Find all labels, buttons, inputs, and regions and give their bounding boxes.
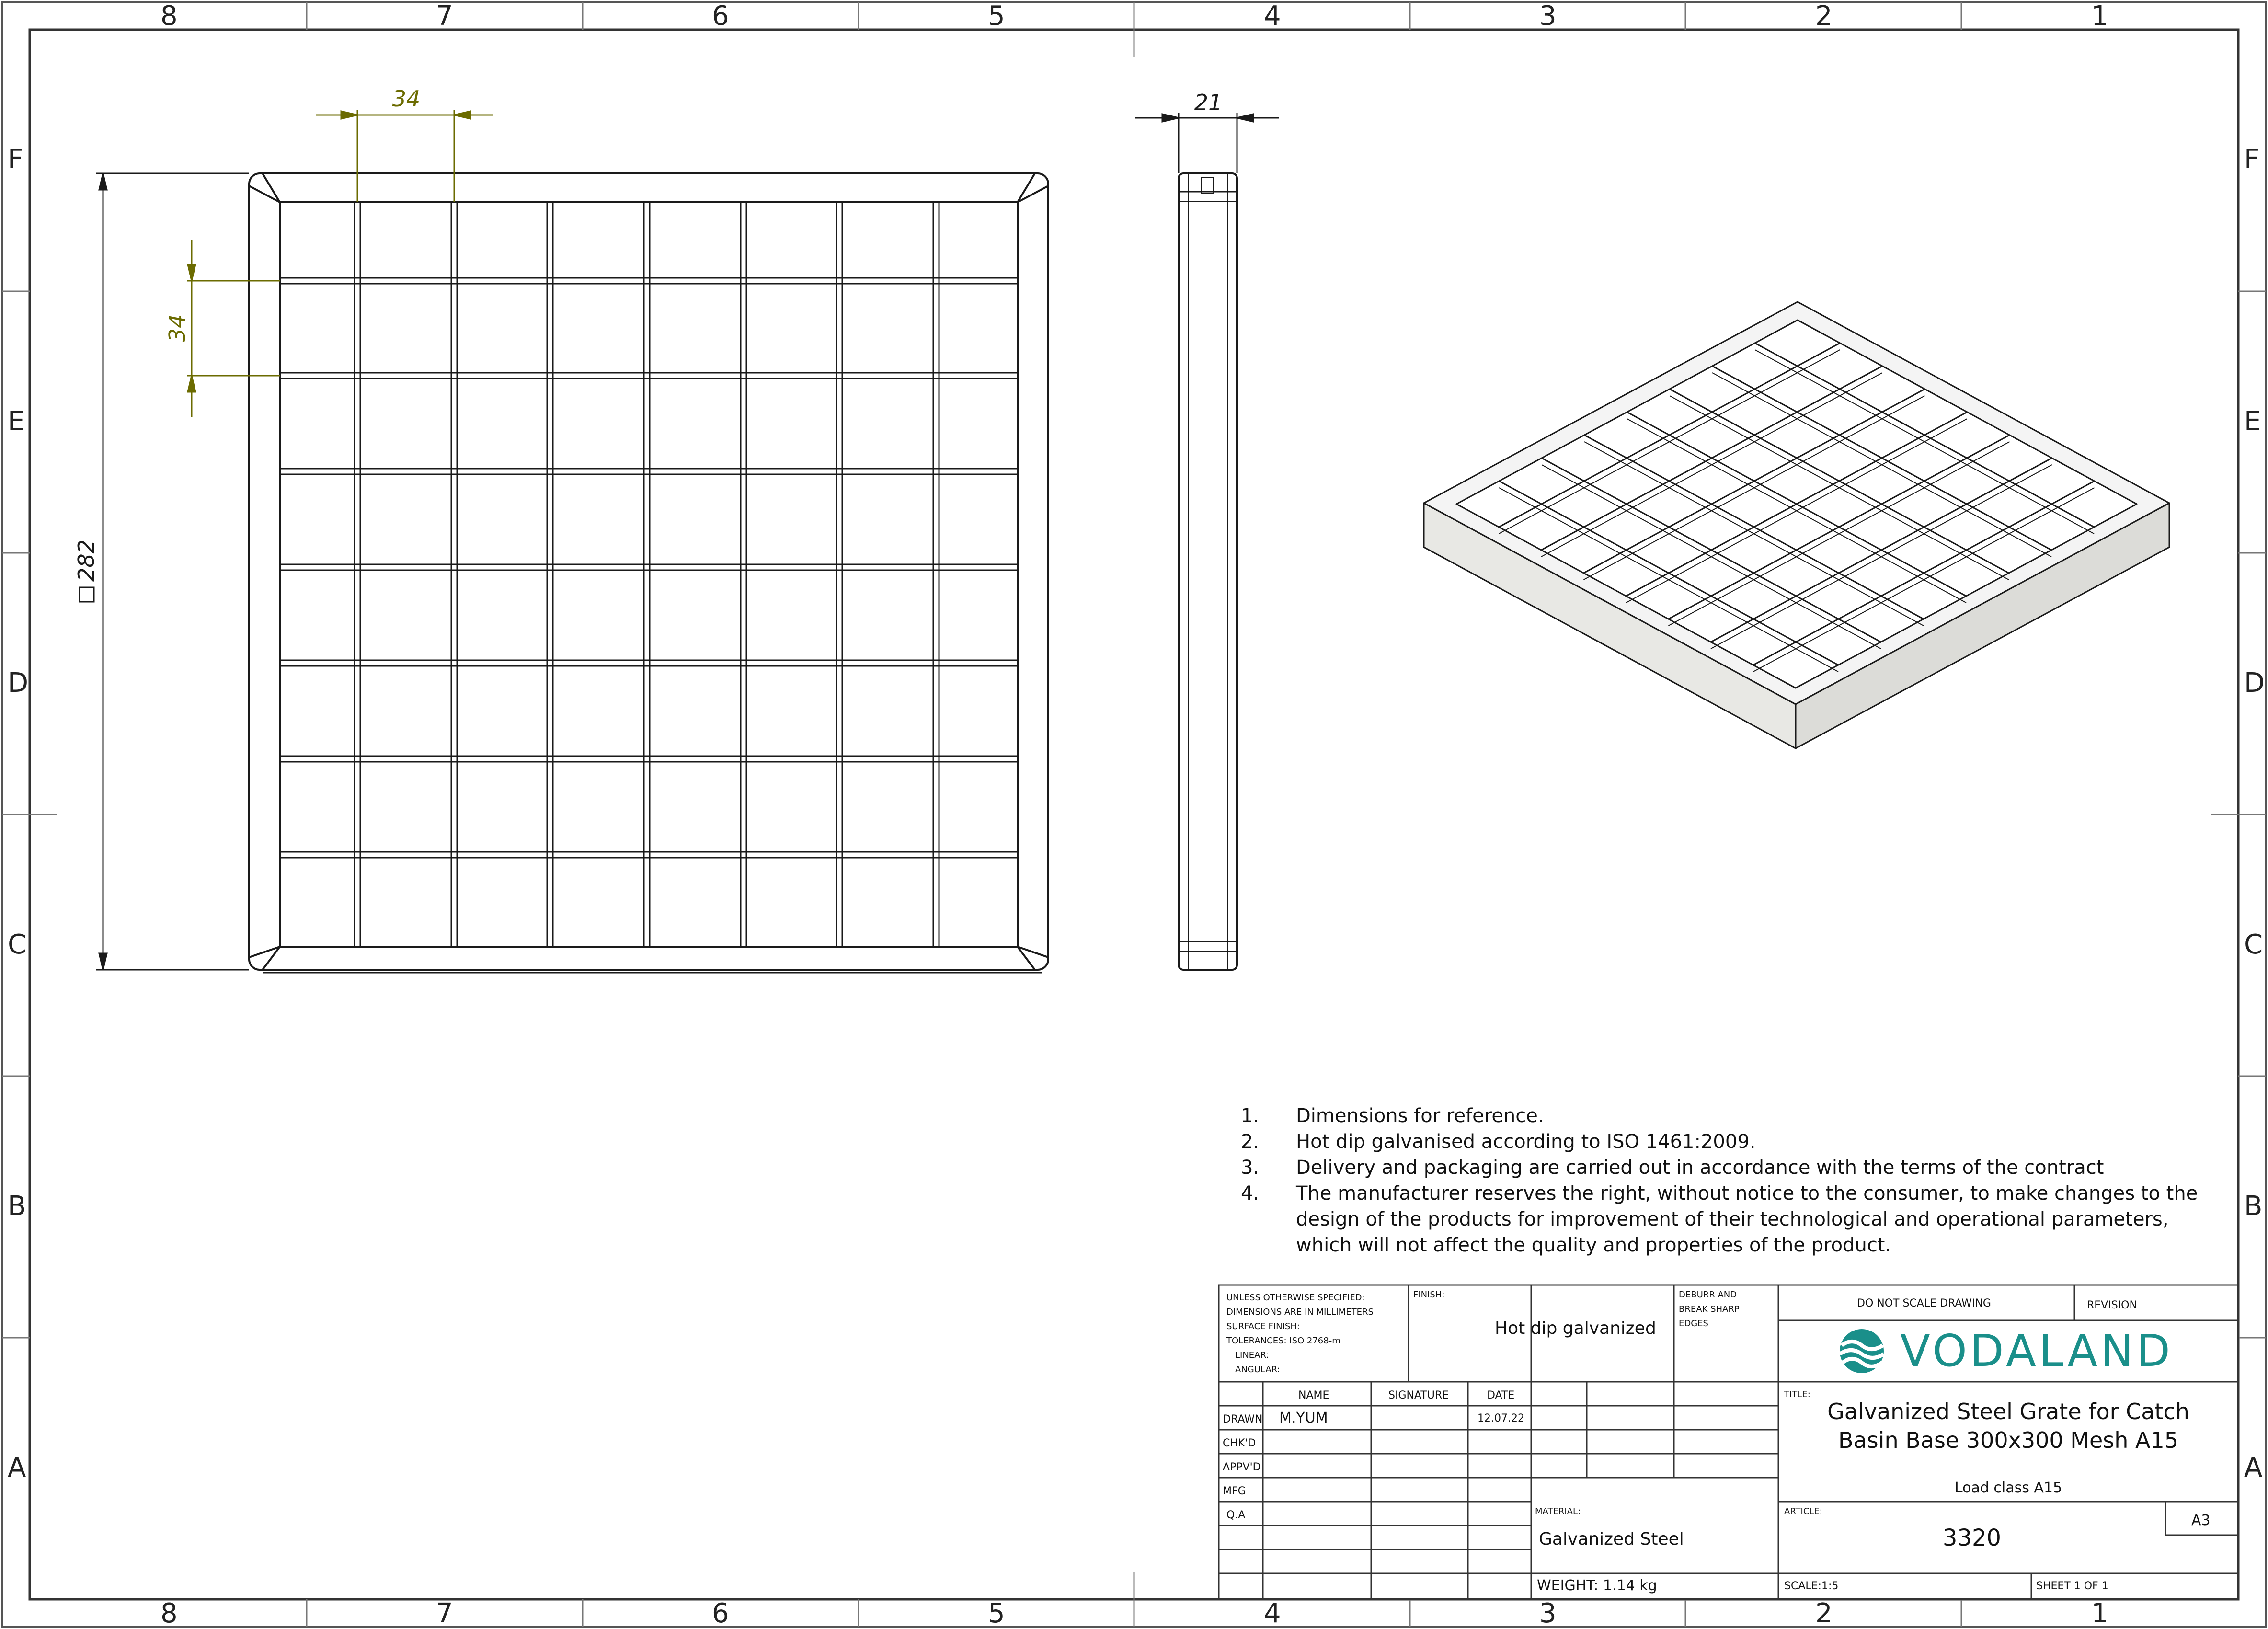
finish-value: Hot dip galvanized	[1495, 1319, 1656, 1338]
zone-col-2-bottom: 2	[1815, 1598, 1833, 1629]
article-value: 3320	[1942, 1525, 2002, 1551]
material-value: Galvanized Steel	[1539, 1529, 1684, 1549]
load-class: Load class A15	[1954, 1480, 2062, 1496]
row-approved: APPV'D	[1223, 1461, 1261, 1473]
zone-col-4-bottom: 4	[1264, 1598, 1281, 1629]
sheet-number: SHEET 1 OF 1	[2036, 1580, 2108, 1592]
zone-col-6-bottom: 6	[712, 1598, 729, 1629]
vodaland-logo-icon	[1835, 1327, 1892, 1375]
zone-col-7-top: 7	[436, 0, 453, 32]
row-checked: CHK'D	[1223, 1437, 1256, 1449]
scale: SCALE:1:5	[1784, 1580, 1839, 1592]
zone-row-c-left: C	[8, 929, 27, 960]
drawing-title: Galvanized Steel Grate for Catch Basin Base 300x300 Mesh A15	[1827, 1399, 2189, 1453]
deburr-note: DEBURR AND BREAK SHARP EDGES	[1679, 1290, 1740, 1329]
note-item: 2. Hot dip galvanised according to ISO 1461:2009.	[1241, 1131, 1756, 1153]
dim-overall: 282	[73, 539, 99, 582]
zone-row-d-left: D	[8, 667, 29, 699]
col-name: NAME	[1298, 1389, 1329, 1401]
zone-col-2-top: 2	[1815, 0, 1833, 32]
zone-row-d-right: D	[2244, 667, 2265, 699]
row-qa: Q.A	[1226, 1509, 1246, 1521]
zone-col-5-top: 5	[988, 0, 1005, 32]
article-label: ARTICLE:	[1784, 1506, 1822, 1516]
revision-label: REVISION	[2087, 1299, 2137, 1311]
drawn-name: M.YUM	[1279, 1410, 1328, 1426]
finish-label: FINISH:	[1413, 1290, 1445, 1300]
zone-row-e-right: E	[2244, 406, 2261, 437]
note-item: 1. Dimensions for reference.	[1241, 1105, 1544, 1127]
zone-col-3-top: 3	[1539, 0, 1557, 32]
zone-col-8-top: 8	[160, 0, 178, 32]
title-label: TITLE:	[1784, 1389, 1810, 1400]
material-label: MATERIAL:	[1535, 1506, 1581, 1516]
zone-col-3-bottom: 3	[1539, 1598, 1557, 1629]
drawn-date: 12.07.22	[1478, 1412, 1524, 1424]
zone-col-7-bottom: 7	[436, 1598, 453, 1629]
sheet-size: A3	[2191, 1512, 2211, 1529]
zone-row-b-left: B	[8, 1191, 26, 1222]
zone-row-f-right: F	[2244, 144, 2260, 175]
zone-col-1-bottom: 1	[2091, 1598, 2108, 1629]
zone-col-5-bottom: 5	[988, 1598, 1005, 1629]
dim-cell-height: 34	[164, 314, 190, 343]
zone-row-a-right: A	[2244, 1452, 2263, 1483]
note-item: 4. The manufacturer reserves the right, without notice to the consumer, to make changes to the design of the products for improvement of their technological and operational parameters, which will not affect the quality and properties of the product.	[1241, 1182, 2198, 1256]
zone-col-4-top: 4	[1264, 0, 1281, 32]
zone-row-b-right: B	[2244, 1191, 2263, 1222]
row-mfg: MFG	[1223, 1485, 1246, 1497]
note-item: 3. Delivery and packaging are carried out in accordance with the terms of the contract	[1241, 1157, 2104, 1179]
row-drawn: DRAWN	[1223, 1413, 1263, 1425]
dim-cell-width: 34	[392, 86, 421, 112]
zone-row-f-left: F	[8, 144, 23, 175]
spec-block: UNLESS OTHERWISE SPECIFIED: DIMENSIONS ARE IN MILLIMETERS SURFACE FINISH: TOLERANCES: ISO 2768-m LINEAR: ANGULAR:	[1226, 1293, 1374, 1375]
zone-row-c-right: C	[2244, 929, 2263, 960]
zone-row-e-left: E	[8, 406, 25, 437]
zone-col-6-top: 6	[712, 0, 729, 32]
zone-col-1-top: 1	[2091, 0, 2108, 32]
col-signature: SIGNATURE	[1388, 1389, 1449, 1401]
col-date: DATE	[1487, 1389, 1515, 1401]
do-not-scale: DO NOT SCALE DRAWING	[1857, 1297, 1991, 1309]
logo-text: VODALAND	[1900, 1325, 2173, 1377]
weight: WEIGHT: 1.14 kg	[1537, 1577, 1657, 1594]
dim-thickness: 21	[1194, 90, 1223, 115]
zone-col-8-bottom: 8	[160, 1598, 178, 1629]
zone-row-a-left: A	[8, 1452, 26, 1483]
